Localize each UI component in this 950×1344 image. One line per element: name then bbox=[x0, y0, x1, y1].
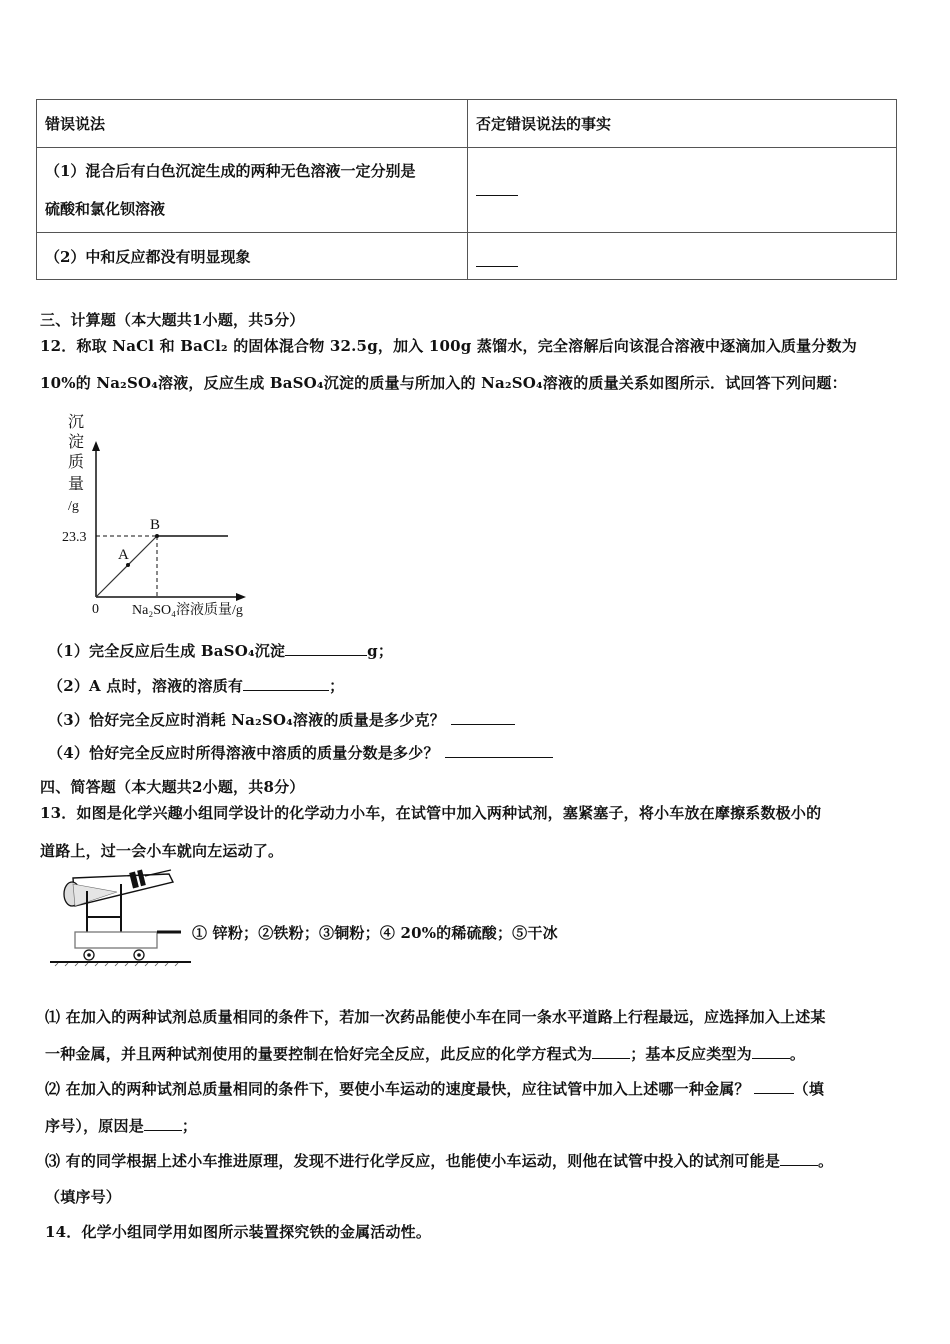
q12-sub2-blank[interactable] bbox=[243, 676, 329, 691]
q13-part2-text-a: ⑵ 在加入的两种试剂总质量相同的条件下，要使小车运动的速度最快，应往试管中加入上述哪一种金属？ bbox=[45, 1080, 750, 1098]
q13-part2-text-b: （填 bbox=[793, 1080, 825, 1098]
q12-sub2-text: （2）A 点时，溶液的溶质有 bbox=[48, 677, 244, 695]
section-heading: 三、计算题（本大题共1小题，共5分） bbox=[40, 311, 305, 329]
x-axis-label: Na₂SO₄溶液质量/g bbox=[132, 603, 243, 618]
q12-sub4-text: （4）恰好完全反应时所得溶液中溶质的质量分数是多少？ bbox=[48, 744, 439, 762]
table-row bbox=[37, 233, 897, 280]
y-axis-arrow-icon bbox=[92, 441, 100, 451]
q12-sub2 bbox=[48, 675, 344, 696]
q12-sub4-blank[interactable] bbox=[445, 743, 553, 758]
q13-part3-text-b: 。 bbox=[818, 1152, 834, 1170]
q13-part1-line1: ⑴ 在加入的两种试剂总质量相同的条件下，若加一次药品能使小车在同一条水平道路上行程最远，应选择加入上述某 bbox=[45, 1008, 826, 1026]
q13-part3-line1 bbox=[45, 1150, 833, 1171]
q13-part2-line2 bbox=[45, 1115, 197, 1136]
origin-label: 0 bbox=[92, 602, 99, 617]
reagent-choice-blank[interactable] bbox=[780, 1151, 818, 1166]
header-error-claim: 错误说法 bbox=[37, 100, 468, 148]
q12-sub3-text: （3）恰好完全反应时消耗 Na₂SO₄溶液的质量是多少克？ bbox=[48, 711, 445, 729]
claim-cell bbox=[37, 148, 468, 233]
q13-part1-text-c: 。 bbox=[789, 1045, 806, 1063]
point-b-label: B bbox=[150, 517, 161, 533]
ylabel-char: 量 bbox=[68, 476, 85, 493]
data-line-rising bbox=[96, 536, 157, 597]
ground-hatching-icon bbox=[55, 963, 178, 966]
section-heading: 四、简答题（本大题共2小题，共8分） bbox=[40, 778, 305, 796]
reason-blank[interactable] bbox=[144, 1116, 182, 1131]
ylabel-char: 质 bbox=[68, 454, 85, 471]
question-13-line2: 道路上，过一会小车就向左运动了。 bbox=[40, 842, 284, 860]
ylabel-char: 沉 bbox=[68, 414, 85, 431]
q13-part2-text-c: 序号），原因是 bbox=[45, 1117, 144, 1135]
test-tube-icon bbox=[64, 870, 173, 906]
y-tick-label: 23.3 bbox=[62, 530, 87, 545]
q13-part2-text-d: ； bbox=[181, 1117, 198, 1135]
q13-part1-line2 bbox=[45, 1043, 805, 1064]
q12-sub1-unit: g； bbox=[367, 642, 394, 660]
q12-sub1-blank[interactable] bbox=[285, 641, 367, 656]
question-14-line1: 14．化学小组同学用如图所示装置探究铁的金属活动性。 bbox=[45, 1223, 432, 1241]
question-12-line2: 10%的 Na₂SO₄溶液，反应生成 BaSO₄沉淀的质量与所加入的 Na₂SO₄溶液的质量关系如图所示．试回答下列问题： bbox=[40, 374, 847, 392]
point-a-label: A bbox=[118, 547, 129, 563]
q12-sub2-end: ； bbox=[329, 677, 345, 695]
q13-part3-text-a: ⑶ 有的同学根据上述小车推进原理，发现不进行化学反应，也能使小车运动，则他在试管中投入的试剂可能是 bbox=[45, 1152, 781, 1170]
q13-part2-line1 bbox=[45, 1078, 824, 1099]
question-12-line1: 12．称取 NaCl 和 BaCl₂ 的固体混合物 32.5g，加入 100g 蒸馏水，完全溶解后向该混合溶液中逐滴加入质量分数为 bbox=[40, 337, 857, 355]
reagent-list: ① 锌粉；②铁粉；③铜粉；④ 20%的稀硫酸；⑤干冰 bbox=[192, 924, 558, 942]
metal-choice-blank[interactable] bbox=[754, 1079, 794, 1094]
answer-cell bbox=[468, 148, 897, 233]
q13-part1-text-a: 一种金属，并且两种试剂使用的量要控制在恰好完全反应，此反应的化学方程式为 bbox=[45, 1045, 593, 1063]
y-axis-label bbox=[68, 413, 84, 514]
ylabel-char: /g bbox=[68, 499, 79, 514]
q12-sub3-blank[interactable] bbox=[451, 710, 515, 725]
question-13-line1: 13．如图是化学兴趣小组同学设计的化学动力小车，在试管中加入两种试剂，塞紧塞子，将小车放在摩擦系数极小的 bbox=[40, 804, 822, 822]
header-refuting-fact: 否定错误说法的事实 bbox=[468, 100, 897, 148]
q12-sub3 bbox=[48, 709, 515, 730]
table-row bbox=[37, 148, 897, 233]
x-axis-arrow-icon bbox=[236, 593, 246, 601]
q13-part3-line2: （填序号） bbox=[45, 1188, 122, 1206]
q13-part1-text-b: ；基本反应类型为 bbox=[630, 1045, 752, 1063]
answer-blank[interactable] bbox=[476, 252, 518, 267]
claim-text-line2: 硫酸和氯化钡溶液 bbox=[45, 200, 166, 218]
chemical-car-figure bbox=[45, 866, 195, 970]
claim-text-line1: （1）混合后有白色沉淀生成的两种无色溶液一定分别是 bbox=[45, 162, 416, 180]
precipitate-mass-chart bbox=[40, 405, 300, 630]
wheel-icon bbox=[84, 950, 144, 960]
answer-blank[interactable] bbox=[476, 181, 518, 196]
point-a bbox=[126, 563, 130, 567]
q12-sub1 bbox=[48, 640, 393, 661]
q12-sub4 bbox=[48, 742, 553, 763]
equation-blank[interactable] bbox=[592, 1044, 630, 1059]
error-claims-table bbox=[36, 99, 897, 280]
answer-cell bbox=[468, 233, 897, 280]
q12-sub1-text: （1）完全反应后生成 BaSO₄沉淀 bbox=[48, 642, 286, 660]
ylabel-char: 淀 bbox=[68, 434, 85, 451]
table-header-row bbox=[37, 100, 897, 148]
claim-cell: （2）中和反应都没有明显现象 bbox=[37, 233, 468, 280]
reaction-type-blank[interactable] bbox=[752, 1044, 790, 1059]
cart-body-icon bbox=[75, 932, 157, 948]
point-b bbox=[155, 534, 159, 538]
